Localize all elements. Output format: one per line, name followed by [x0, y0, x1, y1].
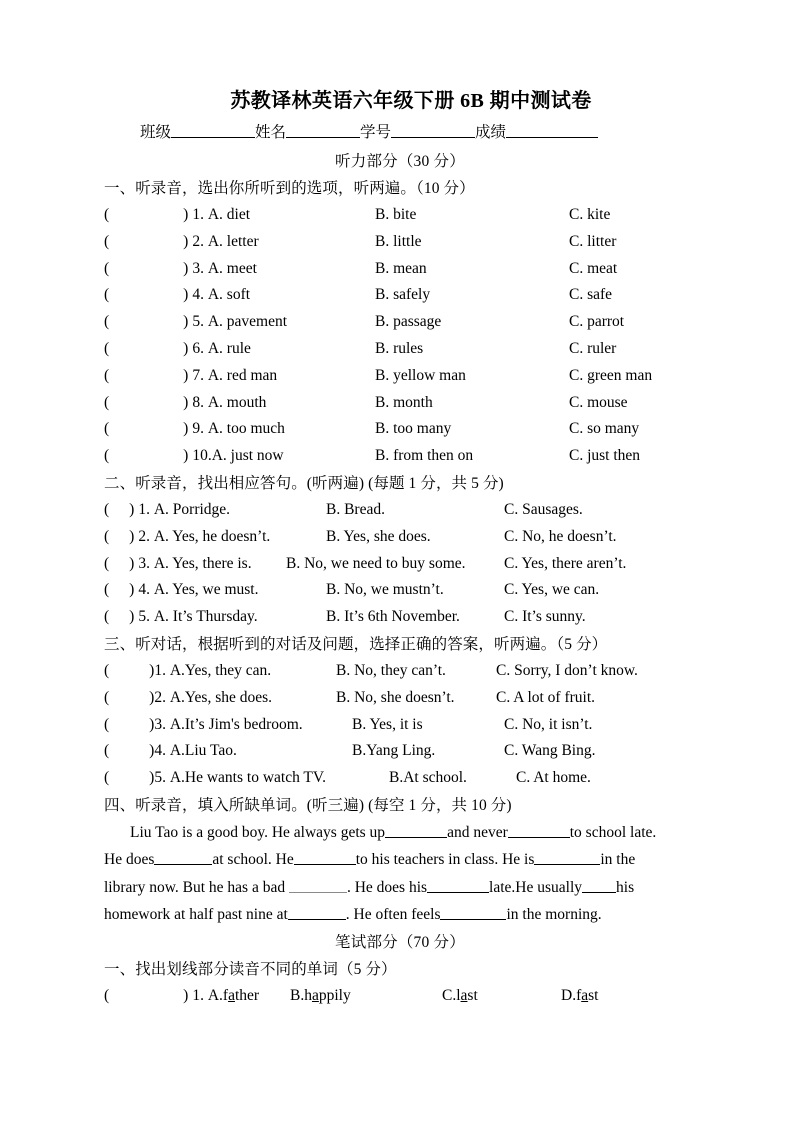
question-row[interactable]: ( ) 4. A. Yes, we must. B. No, we mustn’t. C. Yes, we can.: [104, 577, 696, 604]
score-label: 成绩: [475, 124, 507, 141]
cloze-text: at school. He: [212, 851, 294, 869]
option-a[interactable]: A. diet: [207, 206, 251, 223]
underlined-letter: a: [311, 986, 319, 1004]
exam-sheet: [104, 86, 696, 1010]
underlined-letter: a: [228, 986, 235, 1004]
option-a[interactable]: A.Liu Tao.: [169, 742, 237, 760]
option-a[interactable]: A. Yes, we must.: [153, 581, 259, 599]
question-row[interactable]: ( ) 8. A. mouth B. month C. mouse: [104, 390, 696, 417]
cloze-blank[interactable]: [508, 823, 570, 838]
question-row[interactable]: ( )1. A.Yes, they can. B. No, they can’t. C. Sorry, I don’t know.: [104, 658, 696, 685]
question-number: 5.: [192, 313, 204, 331]
cloze-text: library now. But he has a bad: [104, 878, 286, 896]
cloze-text: . He does his: [346, 878, 428, 896]
option-c[interactable]: C. Wang Bing.: [504, 742, 596, 760]
cloze-text: and never: [447, 823, 508, 841]
question-number: 5.: [138, 608, 150, 626]
option-c[interactable]: C. No, he doesn’t.: [504, 527, 617, 545]
question-number: 6.: [192, 339, 204, 357]
question-row[interactable]: ( ) 7. A. red man B. yellow man C. green man: [104, 363, 696, 390]
option-c[interactable]: C. meat: [569, 259, 618, 277]
class-field[interactable]: [171, 122, 255, 138]
option-b[interactable]: B. No, she doesn’t.: [336, 688, 455, 706]
option-a[interactable]: A. letter: [207, 232, 259, 250]
question-number: 8.: [192, 393, 204, 411]
option-a[interactable]: A. Yes, there is.: [153, 554, 252, 572]
question-number: 2.: [154, 688, 166, 706]
option-b-suffix: ppily: [318, 986, 351, 1004]
question-row[interactable]: ( ) 6. A. rule B. rules C. ruler: [104, 336, 696, 363]
option-a[interactable]: A. red man: [207, 366, 278, 384]
option-c[interactable]: C. parrot: [569, 313, 625, 331]
question-row[interactable]: ( ) 1. A. diet B. bite C. kite: [104, 202, 696, 229]
cloze-text: late.He usually: [489, 878, 583, 896]
option-b[interactable]: [290, 983, 351, 1010]
student-info-line: [104, 120, 696, 146]
option-c[interactable]: [442, 983, 478, 1010]
student-id-field[interactable]: [391, 122, 475, 138]
option-b[interactable]: B.At school.: [389, 769, 467, 787]
cloze-text: to his teachers in class. He is: [355, 851, 535, 869]
option-a[interactable]: A. Porridge.: [153, 500, 231, 518]
written-part-heading: 笔试部分（70 分）: [335, 933, 465, 951]
listening-section-3-heading: 三、听对话，根据听到的对话及问题，选择正确的答案，听两遍。（5 分）: [104, 635, 608, 653]
option-a[interactable]: A. Yes, he doesn’t.: [153, 527, 271, 545]
option-b-prefix: B.h: [290, 986, 312, 1004]
question-row[interactable]: ( ) 1. A.father B.happily C.last D.fast: [104, 983, 696, 1010]
cloze-line-3: [104, 874, 696, 902]
question-number: 2.: [192, 232, 204, 250]
listening-section-2-heading: 二、听录音，找出相应答句。(听两遍) (每题 1 分，共 5 分): [104, 474, 504, 492]
option-c[interactable]: C. mouse: [569, 393, 628, 411]
option-c[interactable]: C. It’s sunny.: [504, 608, 586, 626]
listening-part-heading: 听力部分（30 分）: [335, 153, 465, 170]
cloze-blank[interactable]: [427, 878, 489, 893]
question-row[interactable]: ( ) 5. A. It’s Thursday. B. It’s 6th November. C. It’s sunny.: [104, 604, 696, 631]
cloze-blank[interactable]: [288, 905, 346, 920]
option-b[interactable]: B. too many: [375, 420, 452, 438]
underlined-letter: a: [581, 986, 589, 1004]
option-a[interactable]: A. just now: [211, 447, 284, 465]
cloze-text: to school late.: [569, 823, 657, 841]
option-b[interactable]: B. No, we need to buy some.: [286, 554, 466, 572]
name-field[interactable]: [286, 122, 360, 138]
question-row[interactable]: ( ) 5. A. pavement B. passage C. parrot: [104, 309, 696, 336]
question-number: 4.: [154, 742, 166, 760]
cloze-line-1: [104, 819, 696, 847]
cloze-blank[interactable]: [154, 850, 212, 865]
option-a[interactable]: [208, 987, 259, 1004]
student-id-label: 学号: [360, 124, 392, 141]
option-c-prefix: C.l: [442, 986, 461, 1004]
option-d-suffix: st: [588, 986, 599, 1004]
option-a[interactable]: A. It’s Thursday.: [153, 608, 258, 626]
question-row[interactable]: ( ) 4. A. soft B. safely C. safe: [104, 282, 696, 309]
question-row[interactable]: ( ) 3. A. Yes, there is. B. No, we need to buy some. C. Yes, there aren’t.: [104, 551, 696, 578]
option-a[interactable]: A. rule: [207, 339, 251, 357]
option-b[interactable]: B. little: [375, 232, 422, 250]
question-number: 7.: [192, 366, 204, 384]
question-number: 3.: [154, 715, 166, 733]
question-row[interactable]: ( ) 1. A. Porridge. B. Bread. C. Sausages.: [104, 497, 696, 524]
question-number: 1.: [192, 206, 204, 223]
option-c[interactable]: C. just then: [569, 447, 641, 465]
option-c-suffix: st: [467, 986, 478, 1004]
score-field[interactable]: [506, 122, 598, 138]
option-b[interactable]: B. Bread.: [326, 500, 385, 518]
option-b[interactable]: B. from then on: [375, 447, 474, 465]
option-a[interactable]: A. soft: [207, 286, 251, 304]
cloze-text: in the morning.: [506, 906, 602, 924]
listening-section-4-heading: 四、听录音，填入所缺单词。(听三遍) (每空 1 分，共 10 分): [104, 796, 512, 814]
option-b[interactable]: B. safely: [375, 286, 431, 304]
cloze-text: Liu Tao is a good boy. He always gets up: [130, 823, 386, 841]
question-row[interactable]: ( )2. A.Yes, she does. B. No, she doesn’t. C. A lot of fruit.: [104, 685, 696, 712]
option-c[interactable]: C. Yes, there aren’t.: [504, 554, 627, 572]
option-a[interactable]: A. meet: [207, 259, 257, 277]
option-b[interactable]: B. No, we mustn’t.: [326, 581, 444, 599]
question-number: 3.: [138, 554, 150, 572]
option-b[interactable]: B. passage: [375, 313, 442, 331]
cloze-text: He does: [104, 851, 155, 869]
option-a[interactable]: A.Yes, she does.: [169, 688, 273, 706]
option-c[interactable]: C. litter: [569, 232, 617, 250]
written-section-1-heading: 一、找出划线部分读音不同的单词（5 分）: [104, 960, 397, 978]
question-number: 10.: [192, 447, 212, 465]
option-a[interactable]: A.Yes, they can.: [169, 661, 272, 679]
question-row[interactable]: ( ) 2. A. letter B. little C. litter: [104, 229, 696, 256]
option-a-suffix: ther: [234, 986, 260, 1004]
cloze-blank[interactable]: [289, 878, 347, 893]
question-number: 4.: [192, 286, 204, 304]
question-number: 4.: [138, 581, 150, 599]
question-row[interactable]: ( ) 2. A. Yes, he doesn’t. B. Yes, she does. C. No, he doesn’t.: [104, 524, 696, 551]
cloze-blank[interactable]: [294, 850, 356, 865]
question-number: 2.: [138, 527, 150, 545]
question-number: 1.: [138, 500, 150, 518]
option-c[interactable]: C. safe: [569, 286, 613, 304]
option-c[interactable]: C. ruler: [569, 339, 617, 357]
class-label: 班级: [140, 124, 172, 141]
cloze-blank[interactable]: [582, 878, 616, 893]
cloze-blank[interactable]: [440, 905, 506, 920]
cloze-text: homework at half past nine at: [104, 906, 288, 924]
page-title: 苏教译林英语六年级下册 6B 期中测试卷: [230, 90, 592, 112]
question-number: 1.: [154, 661, 166, 679]
option-a[interactable]: A. pavement: [207, 313, 288, 331]
cloze-blank[interactable]: [385, 823, 447, 838]
option-b[interactable]: B. Yes, it is: [352, 715, 423, 733]
cloze-text: . He often feels: [345, 906, 441, 924]
name-label: 姓名: [255, 124, 287, 141]
option-c[interactable]: C. kite: [569, 206, 611, 223]
option-b[interactable]: B. bite: [375, 206, 417, 223]
question-row[interactable]: ( ) 3. A. meet B. mean C. meat: [104, 256, 696, 283]
question-number: 3.: [192, 259, 204, 277]
question-number: 9.: [192, 420, 204, 438]
option-a-prefix: A.f: [207, 986, 229, 1004]
question-row[interactable]: ( ) 9. A. too much B. too many C. so many: [104, 416, 696, 443]
option-c[interactable]: C. At home.: [516, 769, 591, 787]
cloze-paragraph: [104, 819, 696, 929]
option-b[interactable]: B.Yang Ling.: [352, 742, 436, 760]
option-a[interactable]: A. mouth: [207, 393, 267, 411]
option-c[interactable]: C. so many: [569, 420, 640, 438]
listening-section-1-heading: 一、听录音，选出你所听到的选项，听两遍。（10 分）: [104, 180, 475, 197]
option-a[interactable]: A.It’s Jim's bedroom.: [169, 715, 303, 733]
question-row[interactable]: ( ) 10.A. just now B. from then on C. just then: [104, 443, 696, 470]
question-row[interactable]: ( )3. A.It’s Jim's bedroom. B. Yes, it is C. No, it isn’t.: [104, 712, 696, 739]
option-c[interactable]: C. Yes, we can.: [504, 581, 600, 599]
option-d-prefix: D.f: [561, 986, 582, 1004]
option-b[interactable]: B. mean: [375, 259, 427, 277]
cloze-blank[interactable]: [534, 850, 600, 865]
option-b[interactable]: B. It’s 6th November.: [326, 608, 460, 626]
option-c[interactable]: C. green man: [569, 366, 653, 384]
question-number: 5.: [154, 769, 166, 787]
underlined-letter: a: [460, 986, 468, 1004]
option-b[interactable]: B. yellow man: [375, 366, 466, 384]
option-b[interactable]: B. rules: [375, 339, 424, 357]
option-d[interactable]: [561, 983, 598, 1010]
option-c[interactable]: C. A lot of fruit.: [496, 688, 596, 706]
option-a[interactable]: A. too much: [207, 420, 285, 438]
option-b[interactable]: B. No, they can’t.: [336, 661, 446, 679]
question-number: 1.: [192, 986, 204, 1004]
option-a[interactable]: A.He wants to watch TV.: [169, 769, 326, 787]
option-c[interactable]: C. Sausages.: [504, 500, 583, 518]
question-row[interactable]: ( )4. A.Liu Tao. B.Yang Ling. C. Wang Bing.: [104, 738, 696, 765]
option-c[interactable]: C. Sorry, I don’t know.: [496, 661, 638, 679]
cloze-text: his: [616, 878, 635, 896]
option-b[interactable]: B. Yes, she does.: [326, 527, 431, 545]
cloze-line-4: [104, 901, 696, 929]
cloze-text: in the: [600, 851, 636, 869]
cloze-line-2: [104, 846, 696, 874]
option-c[interactable]: C. No, it isn’t.: [504, 715, 593, 733]
option-b[interactable]: B. month: [375, 393, 433, 411]
question-row[interactable]: ( )5. A.He wants to watch TV. B.At school. C. At home.: [104, 765, 696, 792]
